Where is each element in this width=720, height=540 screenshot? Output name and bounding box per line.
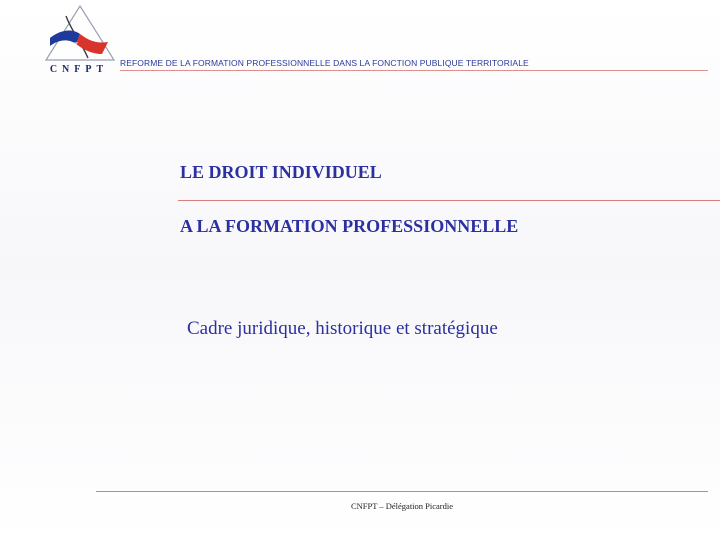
logo-wordmark: CNFPT	[49, 64, 109, 75]
footer-text: CNFPT – Délégation Picardie	[350, 501, 454, 511]
header-divider	[120, 70, 708, 71]
title-divider	[178, 200, 720, 201]
title-line-1: LE DROIT INDIVIDUEL	[180, 162, 382, 182]
title-line-2: A LA FORMATION PROFESSIONNELLE	[180, 216, 519, 236]
subtitle: Cadre juridique, historique et stratégique	[187, 318, 498, 339]
header-banner: REFORME DE LA FORMATION PROFESSIONNELLE DANS LA FONCTION PUBLIQUE TERRITORIALE	[120, 58, 529, 68]
footer-divider	[96, 491, 708, 492]
